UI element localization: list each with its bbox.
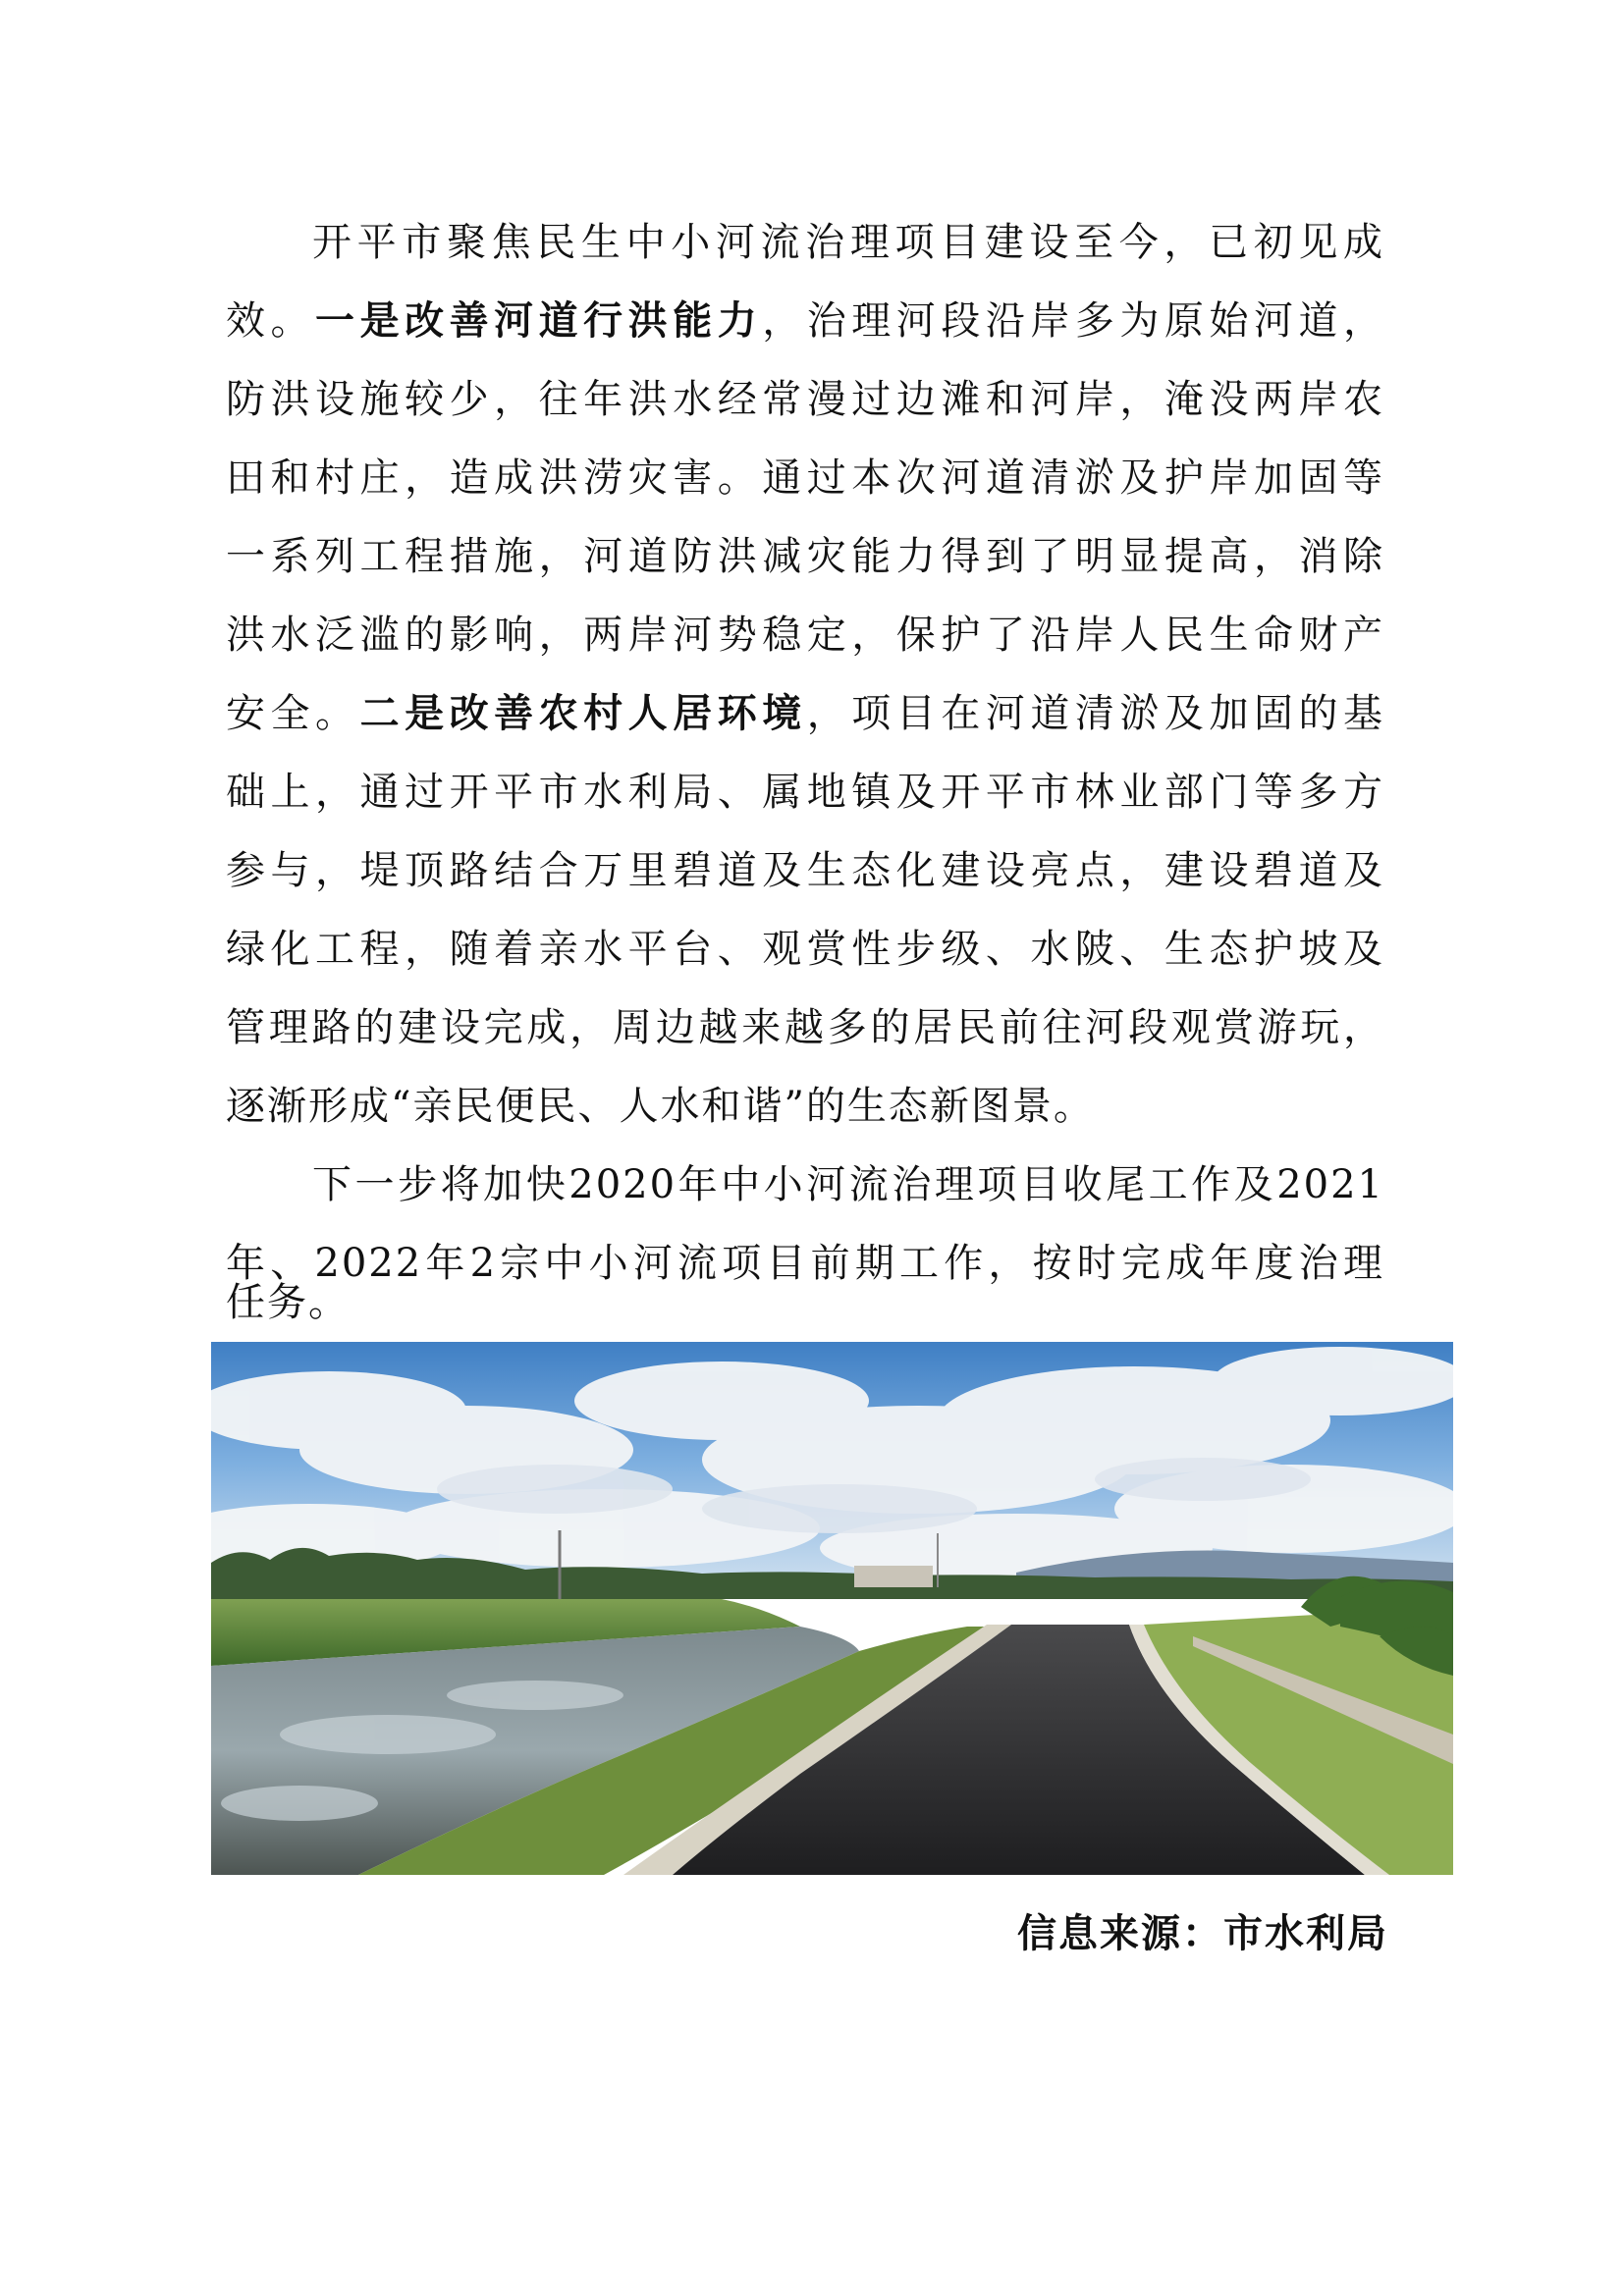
- paragraph-1-line-8: 础上，通过开平市水利局、属地镇及开平市林业部门等多方: [226, 770, 1384, 815]
- paragraph-1-line-6: 洪水泛滥的影响，两岸河势稳定，保护了沿岸人民生命财产: [226, 613, 1384, 658]
- paragraph-2-line-1: 下一步将加快2020年中小河流治理项目收尾工作及2021: [312, 1162, 1384, 1207]
- highlight-point-two: 二是改善农村人居环境: [359, 691, 807, 736]
- text-segment: 效。: [226, 298, 316, 344]
- paragraph-1-line-10: 绿化工程，随着亲水平台、观赏性步级、水陂、生态护坡及: [226, 927, 1384, 972]
- paragraph-1-line-7: [226, 674, 1384, 753]
- text-segment: 安全。: [226, 691, 360, 736]
- paragraph-1-line-11: 管理路的建设完成，周边越来越多的居民前往河段观赏游玩，: [226, 1005, 1384, 1050]
- paragraph-2-line-3: 任务。: [226, 1280, 350, 1325]
- photo-illustration: [211, 1342, 1453, 1875]
- paragraph-1-line-12: 逐渐形成“亲民便民、人水和谐”的生态新图景。: [226, 1084, 1095, 1129]
- paragraph-1-line-4: 田和村庄，造成洪涝灾害。通过本次河道清淤及护岸加固等: [226, 455, 1384, 501]
- paragraph-1-line-1: 开平市聚焦民生中小河流治理项目建设至今，已初见成: [312, 220, 1384, 265]
- info-source: 信息来源：市水利局: [1017, 1911, 1388, 1956]
- paragraph-1-line-3: 防洪设施较少，往年洪水经常漫过边滩和河岸，淹没两岸农: [226, 377, 1384, 422]
- text-segment: ，治理河段沿岸多为原始河道，: [762, 298, 1385, 344]
- text-segment: ，项目在河道清淤及加固的基: [806, 691, 1385, 736]
- paragraph-1-line-9: 参与，堤顶路结合万里碧道及生态化建设亮点，建设碧道及: [226, 848, 1384, 893]
- highlight-point-one: 一是改善河道行洪能力: [315, 298, 763, 344]
- paragraph-2-line-2: 年、2022年2宗中小河流项目前期工作，按时完成年度治理: [226, 1241, 1384, 1286]
- paragraph-1-line-5: 一系列工程措施，河道防洪减灾能力得到了明显提高，消除: [226, 534, 1384, 579]
- riverside-greenway-photo: [211, 1342, 1453, 1875]
- paragraph-1-line-2: [226, 282, 1384, 360]
- distant-building: [854, 1566, 933, 1587]
